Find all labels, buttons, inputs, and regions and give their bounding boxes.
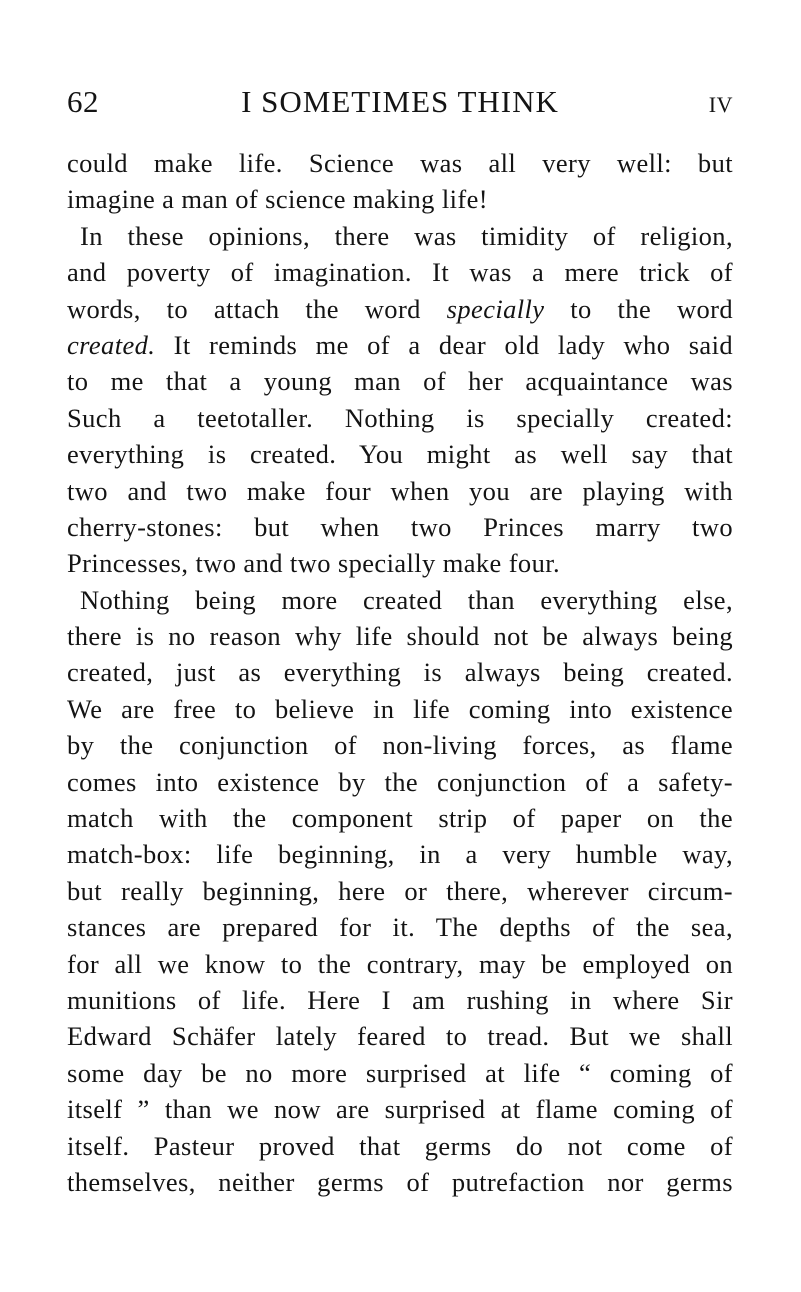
text-line: themselves, neither germs of putrefaction nor germs [67, 1166, 733, 1197]
text-line: created, just as everything is always being created. [67, 657, 733, 688]
text-line: words, to attach the word specially to the word [67, 293, 734, 324]
text-line: We are free to believe in life coming into existence [67, 693, 733, 724]
text-line: for all we know to the contrary, may be employed on [67, 948, 733, 979]
body-text [67, 145, 733, 1200]
text-line: imagine a man of science making life! [67, 184, 488, 215]
running-header [67, 80, 733, 124]
page-number: 62 [67, 84, 99, 119]
text-line: everything is created. You might as well say that [67, 439, 733, 470]
text-line: itself. Pasteur proved that germs do not come of [67, 1130, 733, 1161]
text-line: Nothing being more created than everything else, [80, 584, 733, 615]
text-line: stances are prepared for it. The depths of the sea, [67, 912, 733, 943]
text-line: and poverty of imagination. It was a mere trick of [67, 257, 733, 288]
text-line: to me that a young man of her acquaintance was [67, 366, 733, 397]
text-line: cherry-stones: but when two Princes marry two [67, 511, 733, 542]
text-line: some day be no more surprised at life “ coming of [67, 1057, 733, 1088]
text-line: Princesses, two and two specially make four. [67, 548, 561, 579]
chapter-number: iv [708, 84, 733, 119]
text-line: created. It reminds me of a dear old lady who said [67, 329, 733, 360]
text-line: match-box: life beginning, in a very humble way, [67, 839, 733, 870]
running-title: I SOMETIMES THINK [241, 84, 559, 119]
text-line: In these opinions, there was timidity of religion, [80, 220, 733, 251]
text-line: two and two make four when you are playing with [67, 475, 733, 506]
text-line: there is no reason why life should not be always being [67, 621, 733, 652]
text-line: by the conjunction of non-living forces, as flame [67, 730, 733, 761]
text-line: could make life. Science was all very well: but [67, 148, 733, 178]
text-line: but really beginning, here or there, wherever circum- [67, 875, 733, 906]
text-line: munitions of life. Here I am rushing in where Sir [67, 984, 733, 1015]
text-line: match with the component strip of paper on the [67, 803, 733, 834]
text-line: itself ” than we now are surprised at flame coming of [67, 1094, 733, 1125]
text-line: Such a teetotaller. Nothing is specially created: [67, 402, 733, 433]
text-line: comes into existence by the conjunction of a safety- [67, 766, 733, 797]
book-page [67, 80, 733, 1200]
text-line: Edward Schäfer lately feared to tread. But we shall [67, 1021, 733, 1052]
